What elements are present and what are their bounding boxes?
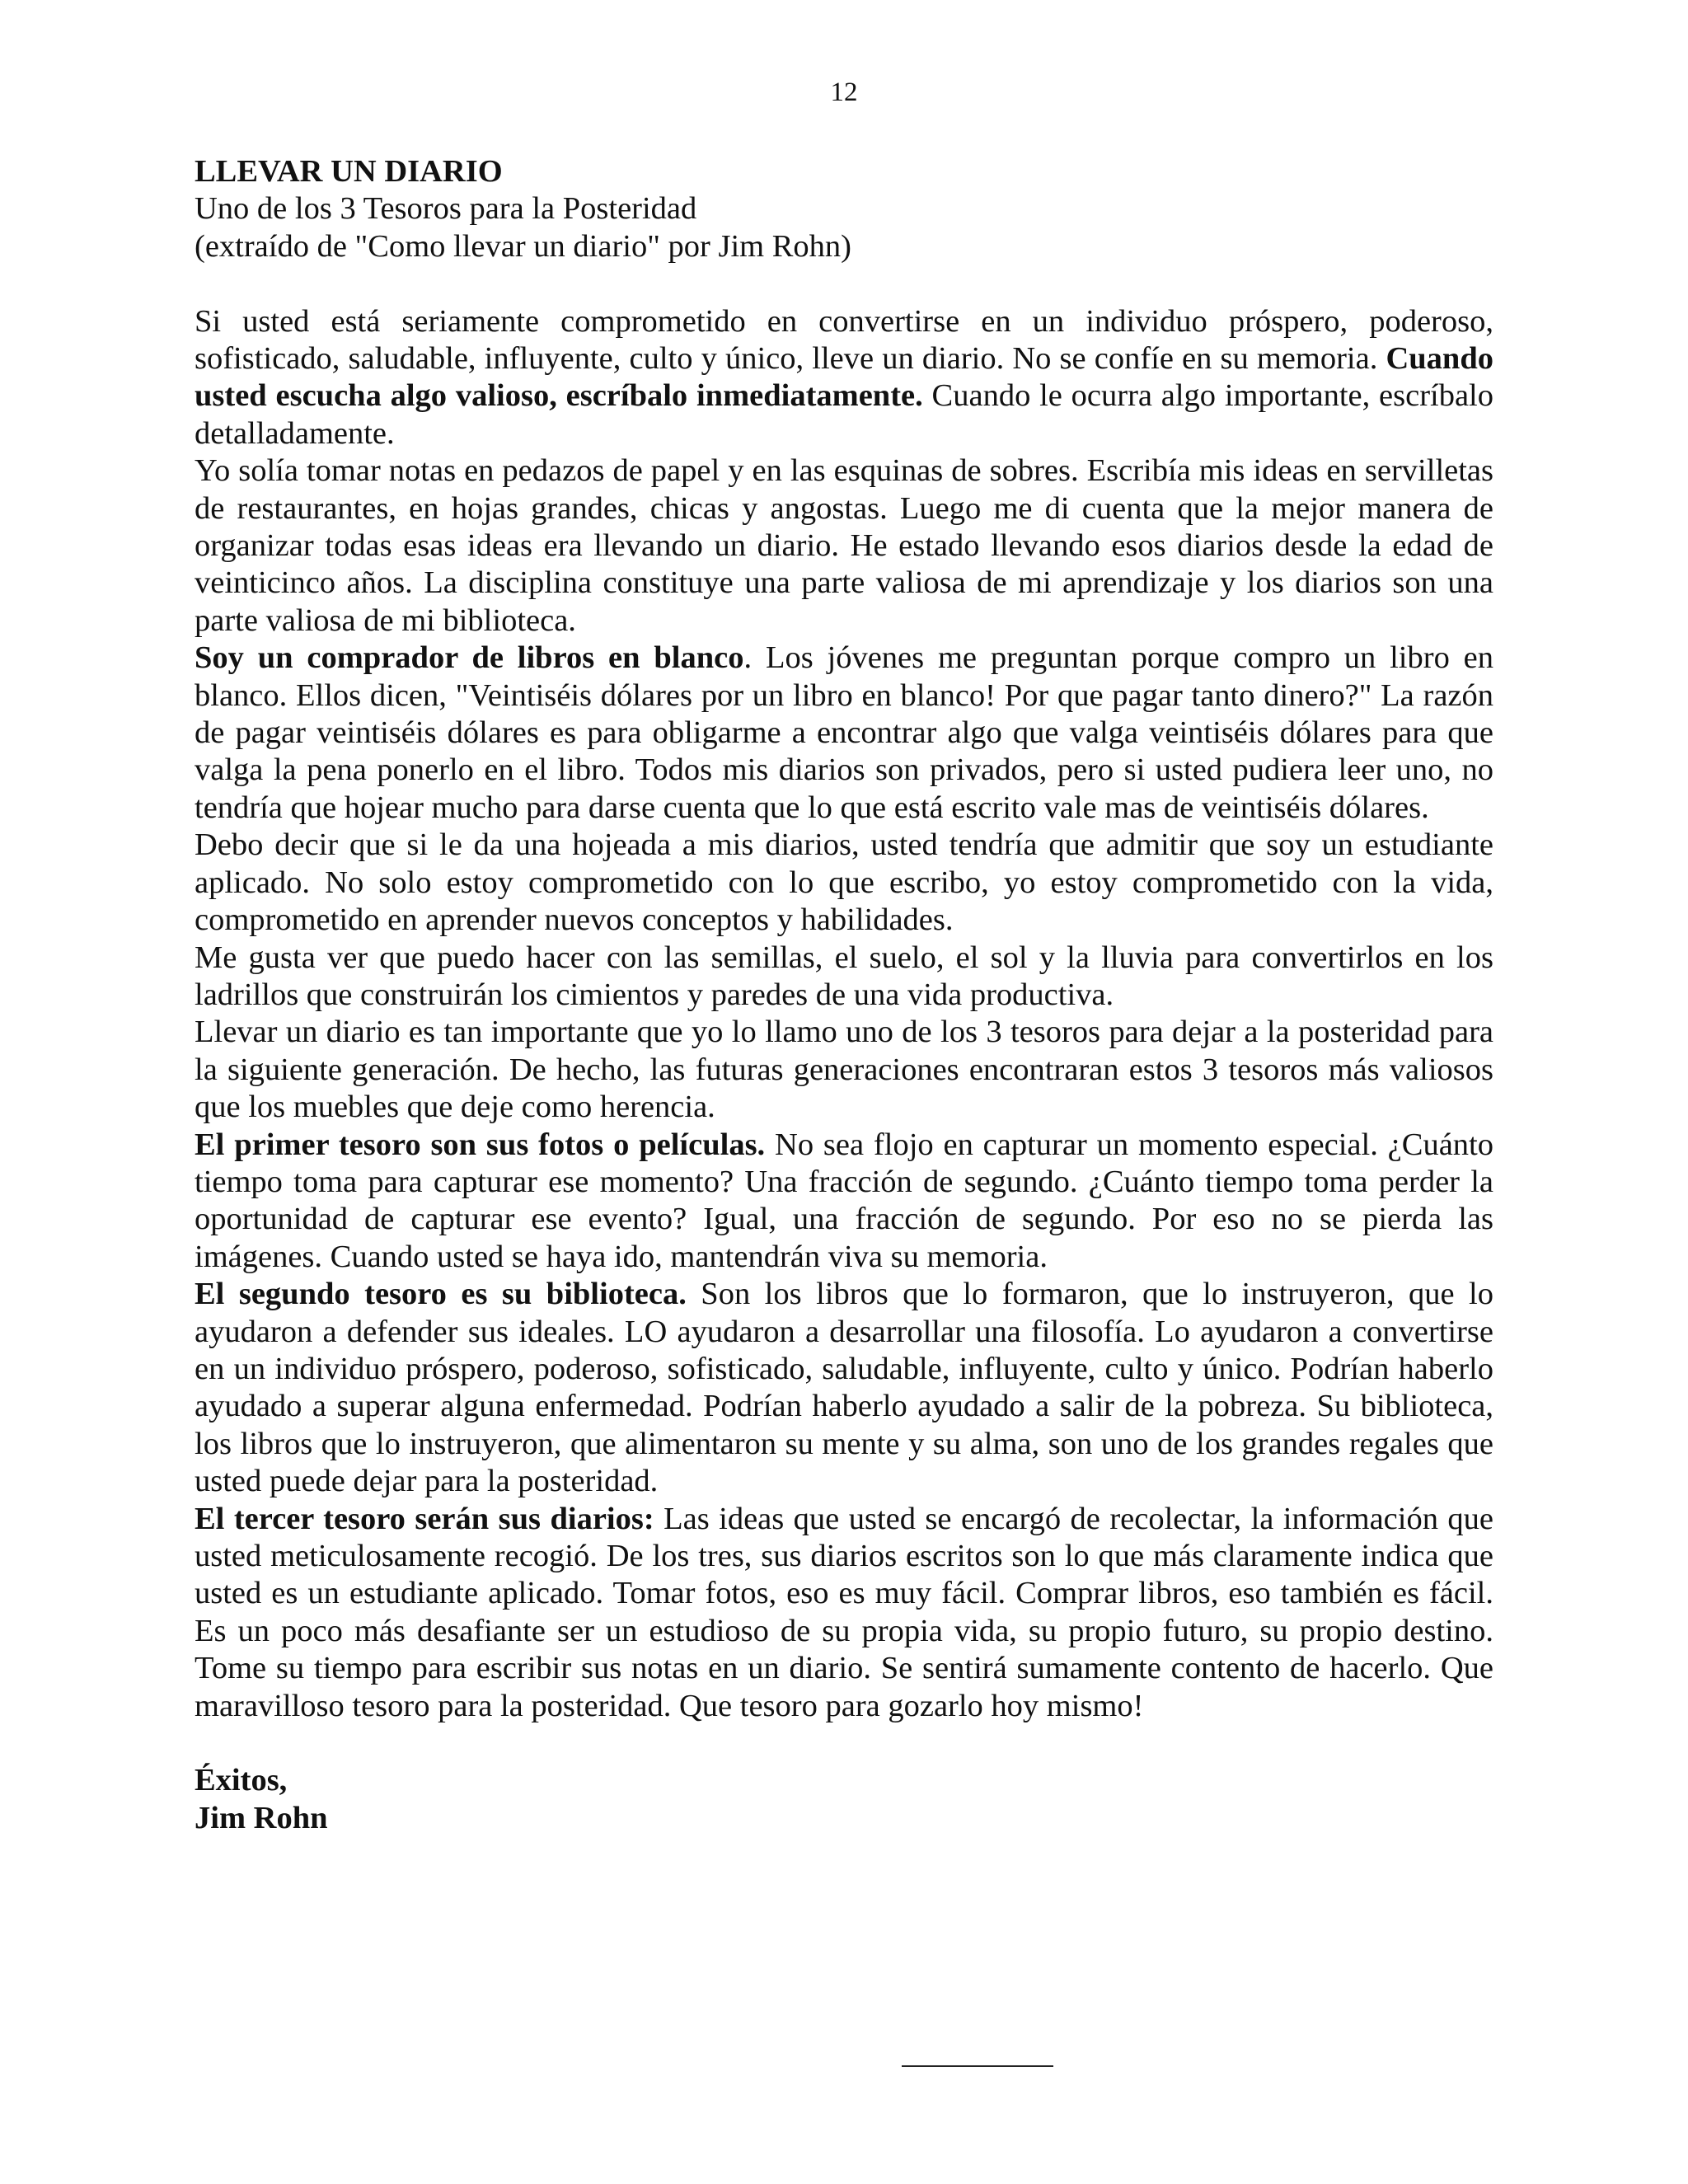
paragraph-bold-text: El segundo tesoro es su biblioteca. (195, 1277, 687, 1312)
paragraph-text: Yo solía tomar notas en pedazos de papel y en las esquinas de sobres. Escribía mis ideas en servilletas de restaurantes, en hojas grandes, chicas y angostas. Luego me di cuenta que la mejor manera de organizar todas esas ideas era llevando un diario. He estado llevando esos diarios desde la edad de veinticinco años. La disciplina constituye una parte valiosa de mi aprendizaje y los diarios son una parte valiosa de mi biblioteca. (195, 453, 1493, 638)
footnote-divider (902, 2065, 1053, 2067)
document-source: (extraído de "Como llevar un diario" por Jim Rohn) (195, 228, 851, 264)
paragraph-bold-text: Cuando usted escucha algo valioso, escríbalo inmediatamente. (195, 341, 1493, 414)
paragraph-text: Las ideas que usted se encargó de recolectar, la información que usted meticulosamente recogió. De los tres, sus diarios escritos son lo que más claramente indica que usted es un estudiante aplicado. Tomar fotos, eso es muy fácil. Comprar libros, eso también es fácil. Es un poco más desafiante ser un estudioso de su propia vida, su propio futuro, su propio destino. Tome su tiempo para escribir sus notas en un diario. Se sentirá sumamente contento de hacerlo. Que maravilloso tesoro para la posteridad. Que tesoro para gozarlo hoy mismo! (195, 1501, 1493, 1723)
paragraph (195, 1127, 1493, 1277)
paragraph-text: Son los libros que lo formaron, que lo instruyeron, que lo ayudaron a defender sus ideales. LO ayudaron a desarrollar una filosofía. Lo ayudaron a convertirse en un individuo próspero, poderoso, sofisticado, saludable, influyente, culto y único. Podrían haberlo ayudado a superar alguna enfermedad. Podrían haberlo ayudado a salir de la pobreza. Su biblioteca, los libros que lo instruyeron, que alimentaron su mente y su alma, son uno de los grandes regales que usted puede dejar para la posteridad. (195, 1277, 1493, 1499)
document-subtitle: Uno de los 3 Tesoros para la Posteridad (195, 191, 697, 227)
blank-line (195, 1725, 1493, 1762)
document-body (195, 153, 1493, 1837)
paragraph-text: Cuando le ocurra algo importante, escríbalo detalladamente. (195, 378, 1493, 451)
paragraph (195, 303, 1493, 453)
paragraph (195, 1276, 1493, 1500)
paragraph-bold-text: El primer tesoro son sus fotos o películas. (195, 1127, 766, 1162)
paragraph (195, 640, 1493, 827)
document-title: LLEVAR UN DIARIO (195, 154, 503, 189)
paragraph (195, 452, 1493, 640)
paragraph-text: No sea flojo en capturar un momento especial. ¿Cuánto tiempo toma para capturar ese momento? Una fracción de segundo. ¿Cuánto tiempo toma perder la oportunidad de capturar ese evento? Igual, una fracción de segundo. Por eso no se pierda las imágenes. Cuando usted se haya ido, mantendrán viva su memoria. (195, 1127, 1493, 1274)
paragraph-text: Llevar un diario es tan importante que yo lo llamo uno de los 3 tesoros para dejar a la posteridad para la siguiente generación. De hecho, las futuras generaciones encontraran estos 3 tesoros más valiosos que los muebles que deje como herencia. (195, 1015, 1493, 1125)
paragraph-text: Me gusta ver que puedo hacer con las semillas, el suelo, el sol y la lluvia para convertirlos en los ladrillos que construirán los cimientos y paredes de una vida productiva. (195, 940, 1493, 1012)
paragraph (195, 827, 1493, 939)
paragraph (195, 1014, 1493, 1126)
page-number: 12 (830, 77, 858, 107)
closing-salutation: Éxitos, (195, 1763, 288, 1798)
paragraph (195, 1501, 1493, 1725)
paragraph-text: Debo decir que si le da una hojeada a mis diarios, usted tendría que admitir que soy un estudiante aplicado. No solo estoy comprometido con lo que escribo, yo estoy comprometido con la vida, comprometido en aprender nuevos conceptos y habilidades. (195, 827, 1493, 938)
paragraph-bold-text: El tercer tesoro serán sus diarios: (195, 1501, 654, 1536)
paragraph-text: . Los jóvenes me preguntan porque compro un libro en blanco. Ellos dicen, "Veintiséis dólares por un libro en blanco! Por que pagar tanto dinero?" La razón de pagar veintiséis dólares es para obligarme a encontrar algo que valga veintiséis dólares para que valga la pena ponerlo en el libro. Todos mis diarios son privados, pero si usted pudiera leer uno, no tendría que hojear mucho para darse cuenta que lo que está escrito vale mas de veintiséis dólares. (195, 640, 1493, 825)
paragraph-text: Si usted está seriamente comprometido en convertirse en un individuo próspero, poderoso, sofisticado, saludable, influyente, culto y único, lleve un diario. No se confíe en su memoria. (195, 303, 1493, 377)
paragraph-bold-text: Soy un comprador de libros en blanco (195, 640, 744, 676)
paragraph (195, 940, 1493, 1015)
blank-line (195, 265, 1493, 302)
signature: Jim Rohn (195, 1800, 328, 1835)
